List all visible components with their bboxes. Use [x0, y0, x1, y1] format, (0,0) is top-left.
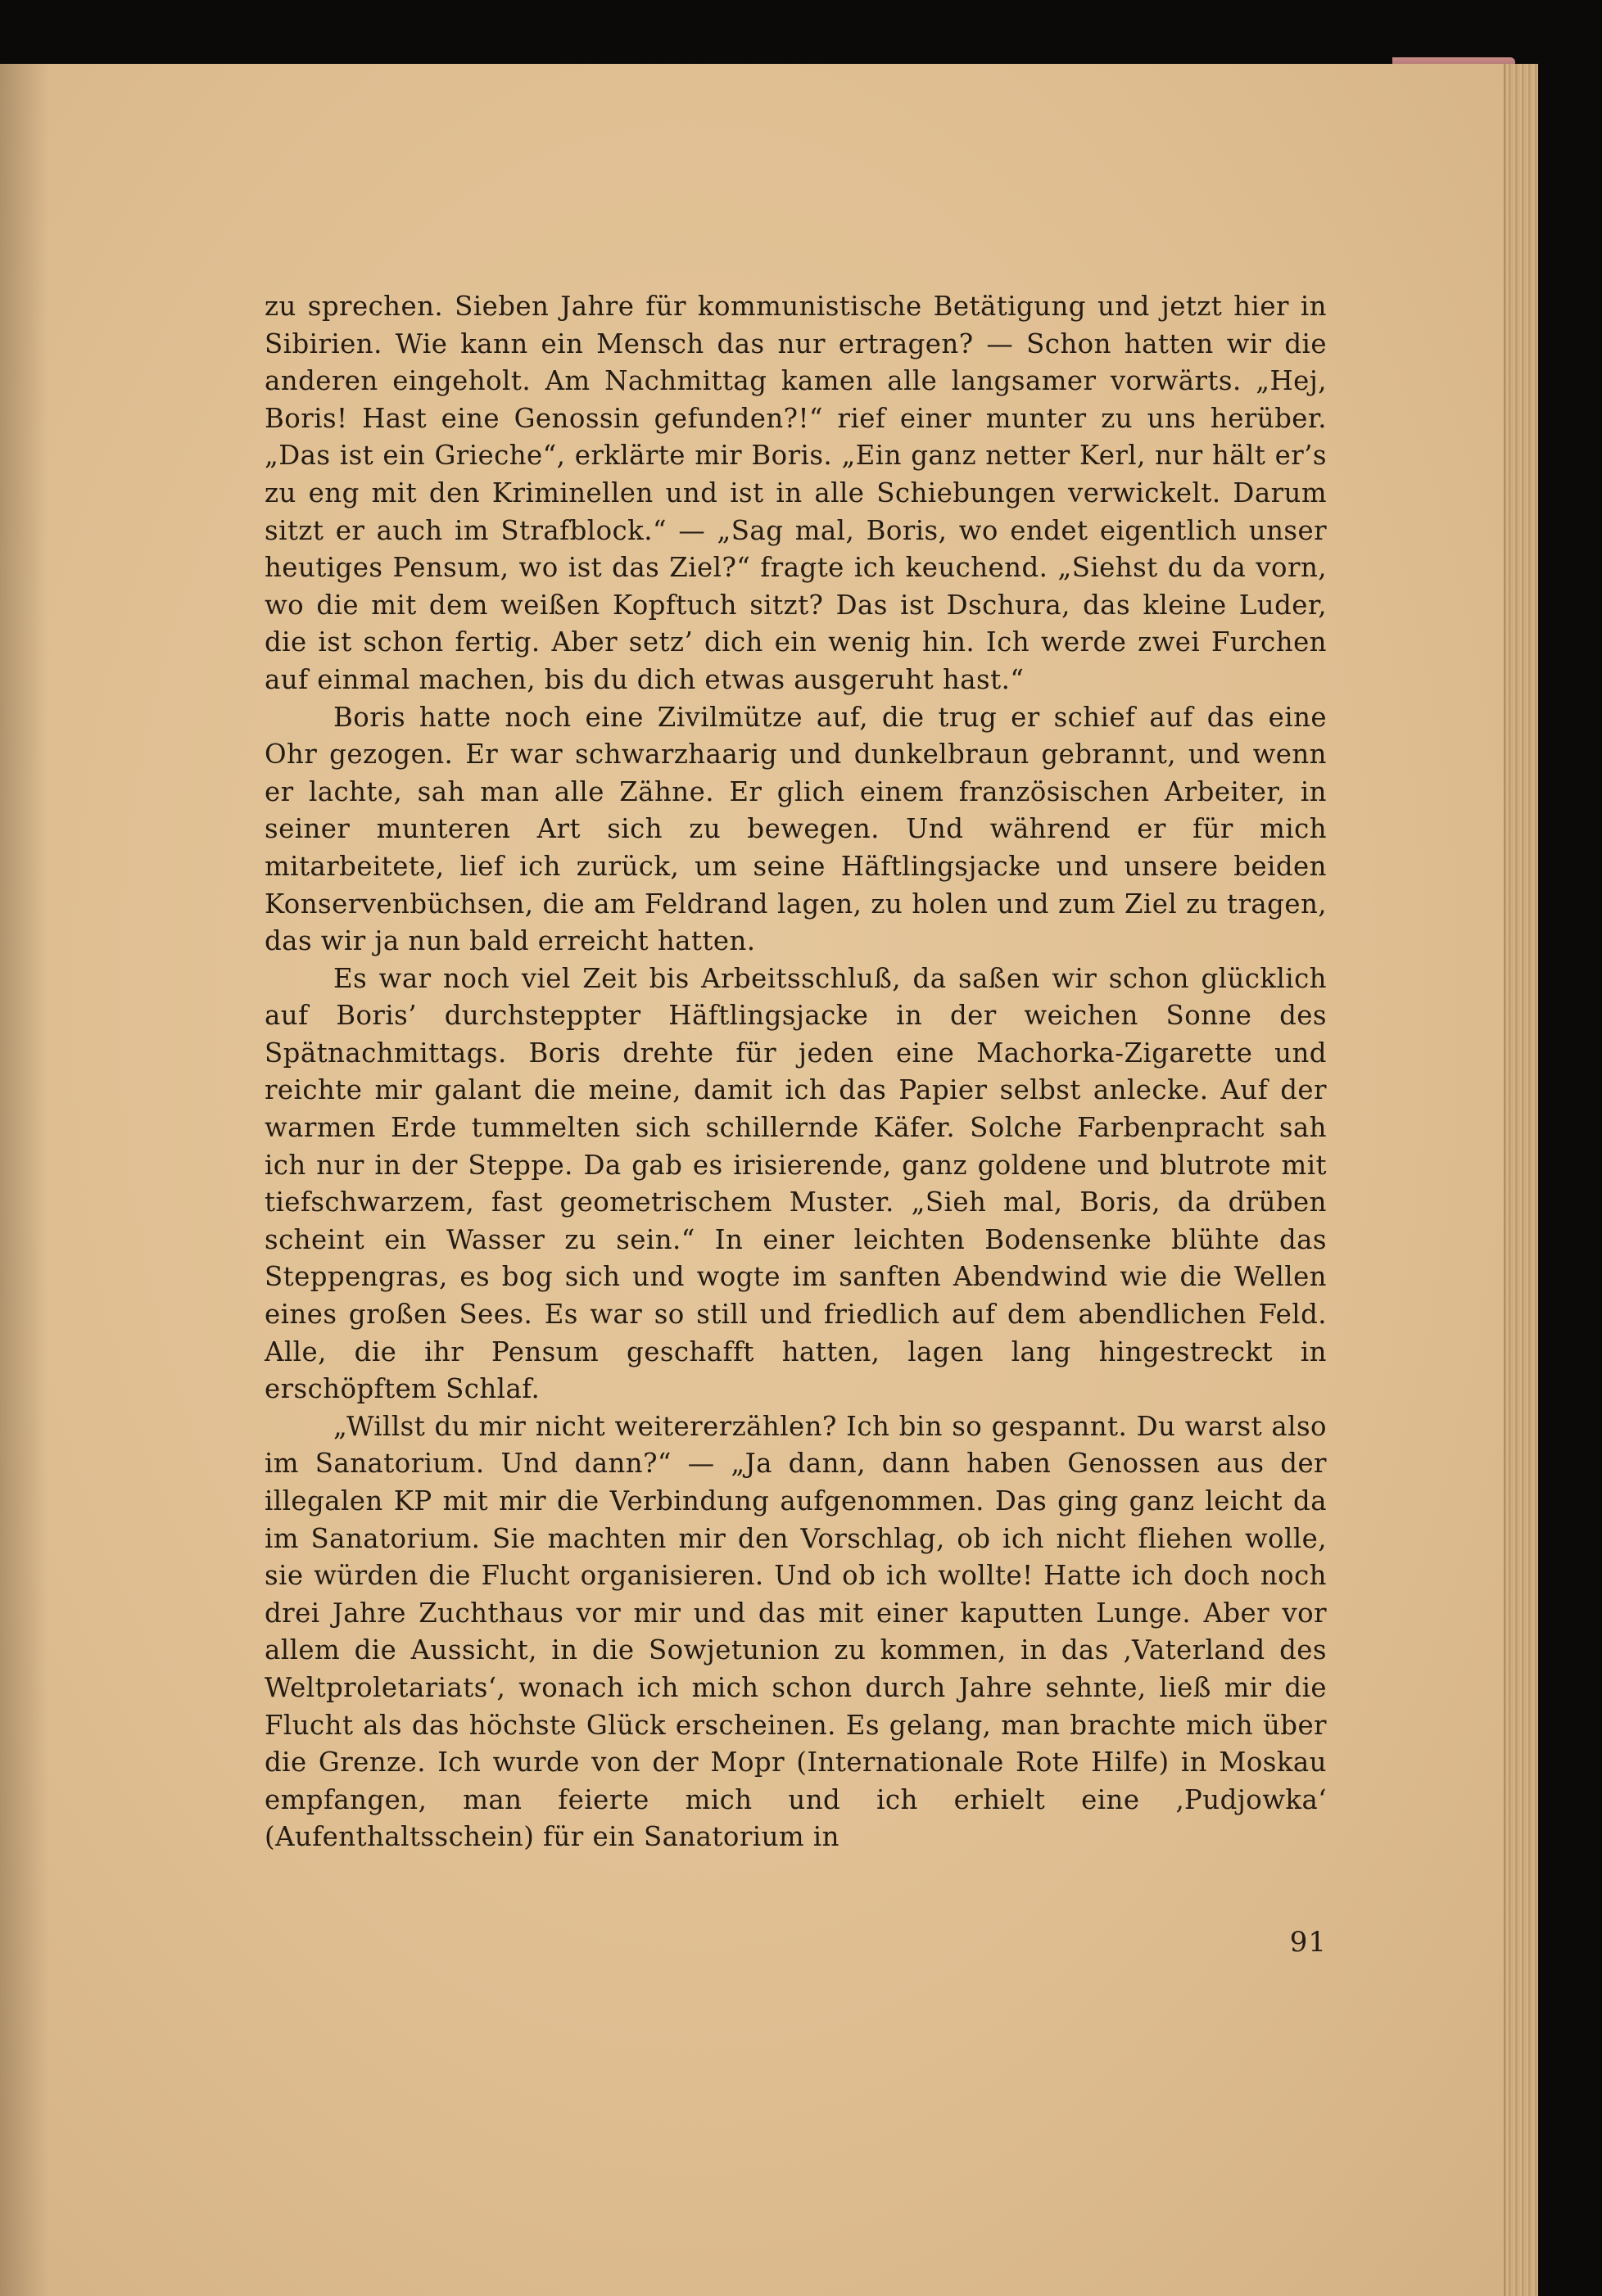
paragraph-3: Es war noch viel Zeit bis Arbeitsschluß, da saßen wir schon glücklich auf Boris’ durchsteppter Häftlingsjacke in der weichen Sonne des Spätnachmittags. Boris drehte für jeden eine Machorka-Zigarette und reichte mir galant die meine, damit ich das Papier selbst anlecke. Auf der warmen Erde tummelten sich schillernde Käfer. Solche Farbenpracht sah ich nur in der Steppe. Da gab es irisierende, ganz goldene und blutrote mit tiefschwarzem, fast geometrischem Muster. „Sieh mal, Boris, da drüben scheint ein Wasser zu sein.“ In einer leichten Bodensenke blühte das Steppengras, es bog sich und wogte im sanften Abendwind wie die Wellen eines großen Sees. Es war so still und friedlich auf dem abendlichen Feld. Alle, die ihr Pensum geschafft hatten, lagen lang hingestreckt in erschöpftem Schlaf. [265, 962, 1327, 1405]
page-number: 91 [1289, 1926, 1327, 1959]
paragraph-4: „Willst du mir nicht weitererzählen? Ich bin so gespannt. Du warst also im Sanatorium. Und dann?“ — „Ja dann, dann haben Genossen aus der illegalen KP mit mir die Verbindung aufgenommen. Das ging ganz leicht da im Sanatorium. Sie machten mir den Vorschlag, ob ich nicht fliehen wolle, sie würden die Flucht organisieren. Und ob ich wollte! Hatte ich doch noch drei Jahre Zuchthaus vor mir und das mit einer kaputten Lunge. Aber vor allem die Aussicht, in die Sowjetunion zu kommen, in das ‚Vaterland des Weltproletariats‘, wonach ich mich schon durch Jahre sehnte, ließ mir die Flucht als das höchste Glück erscheinen. Es gelang, man brachte mich über die Grenze. Ich wurde von der Mopr (Internationale Rote Hilfe) in Moskau empfangen, man feierte mich und ich erhielt eine ‚Pudjowka‘ (Aufenthaltsschein) für ein Sanatorium in [265, 1410, 1327, 1853]
paragraph-1: zu sprechen. Sieben Jahre für kommunistische Betätigung und jetzt hier in Sibirien. Wie kann ein Mensch das nur ertragen? — Schon hatten wir die anderen eingeholt. Am Nachmittag kamen alle langsamer vorwärts. „Hej, Boris! Hast eine Genossin gefunden?!“ rief einer munter zu uns herüber. „Das ist ein Grieche“, erklärte mir Boris. „Ein ganz netter Kerl, nur hält er’s zu eng mit den Kriminellen und ist in alle Schiebungen verwickelt. Darum sitzt er auch im Strafblock.“ — „Sag mal, Boris, wo endet eigentlich unser heutiges Pensum, wo ist das Ziel?“ fragte ich keuchend. „Siehst du da vorn, wo die mit dem weißen Kopftuch sitzt? Das ist Dschura, das kleine Luder, die ist schon fertig. Aber setz’ dich ein wenig hin. Ich werde zwei Furchen auf einmal machen, bis du dich etwas ausgeruht hast.“ [265, 291, 1327, 695]
page-edges [1504, 64, 1538, 2296]
body-text [265, 288, 1327, 1856]
spine-shadow [0, 64, 49, 2296]
paragraph-2: Boris hatte noch eine Zivilmütze auf, die trug er schief auf das eine Ohr gezogen. Er war schwarzhaarig und dunkelbraun gebrannt, und wenn er lachte, sah man alle Zähne. Er glich einem französischen Arbeiter, in seiner munteren Art sich zu bewegen. Und während er für mich mitarbeitete, lief ich zurück, um seine Häftlingsjacke und unsere beiden Konservenbüchsen, die am Feldrand lagen, zu holen und zum Ziel zu tragen, das wir ja nun bald erreicht hatten. [265, 701, 1327, 957]
